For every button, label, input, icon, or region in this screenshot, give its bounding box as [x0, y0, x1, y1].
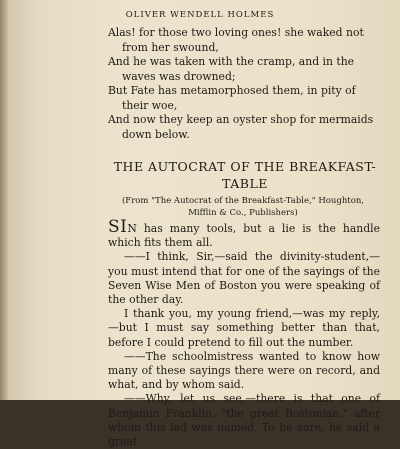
source-note: (From "The Autocrat of the Breakfast-Table," Houghton, Mifflin & Co., Publishers) [121, 196, 364, 218]
paragraph: ——I think, Sir,—said the divinity-student,—you must intend that for one of the sayings of the Seven Wise Men of Boston you were speaking of the other day. [108, 250, 380, 307]
paragraph [108, 217, 380, 250]
paragraph: ——The schoolmistress wanted to know how many of these sayings there were on record, and what, and by whom said. [108, 349, 380, 392]
poem-line: But Fate has metamorphosed them, in pity of their woe, [108, 84, 356, 112]
section-title-line: TABLE [222, 176, 268, 191]
poem [108, 26, 378, 142]
paragraph-text: N has many tools, but a lie is the handle which fits them all. [108, 222, 380, 250]
section-title [104, 158, 386, 192]
running-head: OLIVER WENDELL HOLMES [125, 10, 275, 20]
body-text [108, 217, 380, 449]
paragraph: I thank you, my young friend,—was my reply,—but I must say something better than that, before I could pretend to fill out the number. [108, 307, 380, 349]
poem-line: Alas! for those two loving ones! she waked not from her swound, [108, 26, 364, 54]
section-title-line: THE AUTOCRAT OF THE BREAKFAST- [113, 159, 377, 174]
poem-line: And now they keep an oyster shop for mermaids down below. [108, 113, 374, 141]
paragraph: ——Why, let us see,—there is that one of Benjamin Franklin, "the great Bostonian," after whom this lad was named. To be sure, he said a great [108, 392, 380, 449]
poem-line: And he was taken with the cramp, and in the waves was drowned; [108, 55, 355, 83]
gutter-shadow [0, 0, 8, 400]
drop-cap: SI [108, 217, 128, 237]
